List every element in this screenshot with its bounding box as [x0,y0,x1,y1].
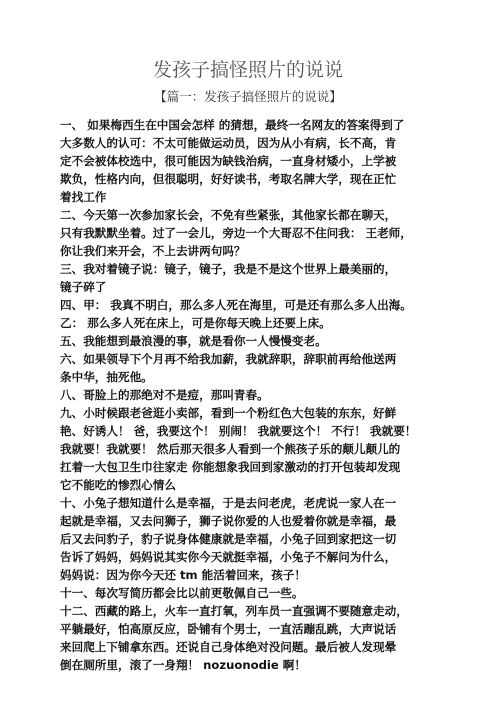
body-text-line: 条中华，抽死他。 [60,370,153,384]
body-text-line: 镜子碎了 [60,280,107,294]
body-text-line: 六、如果领导下个月再不给我加薪，我就辞职，辞职前再给他送两 [60,352,397,366]
body-text-line: 妈妈说：因为你今天还 tm 能活着回来，孩子！ [60,568,306,582]
body-text-line: 倒在厕所里，滚了一身翔！ nozuonodie 啊！ [60,658,306,672]
body-text-line: 你让我们来开会，不上去讲两句吗？ [60,244,246,258]
body-text-line: 扛着一大包卫生巾往家走 你能想象我回到家激动的打开包装却发现 [60,460,401,474]
body-text-line: 乙： 那么多人死在床上，可是你每天晚上还要上床。 [60,316,331,330]
body-text-line: 艳、好诱人！ 爸，我要这个！ 别闹！ 我就要这个！ 不行！ 我就要！ [60,424,417,438]
body-text-line: 它不能吃的惨烈心情么 [60,478,176,492]
body-text-line: 后又去问豹子，豹子说身体健康就是幸福，小兔子回到家把这一切 [60,532,397,546]
body-text-line: 三、我对着镜子说：镜子，镜子，我是不是这个世界上最美丽的， [60,262,397,276]
body-text-line: 着找工作 [60,190,107,204]
body-text-line: 四、甲： 我真不明白，那么多人死在海里，可是还有那么多人出海。 [60,298,412,312]
body-text-line: 一、 如果梅西生在中国会怎样 的猜想，最终一名网友的答案得到了 [60,118,405,132]
body-text-line: 八、哥脸上的那绝对不是痘，那叫青春。 [60,388,269,402]
body-text-line: 只有我默默坐着。过了一会儿，旁边一个大哥忍不住问我： 王老师， [60,226,412,240]
body-text-line: 我就要！我就要！ 然后那天很多人看到一个熊孩子乐的颠儿颠儿的 [60,442,401,456]
document-title: 发孩子搞怪照片的说说 [152,59,343,81]
body-text-line: 九、小时候跟老爸逛小卖部，看到一个粉红色大包装的东东，好鲜 [60,406,397,420]
body-text-line: 十二、西藏的路上，火车一直打氧，列车员一直强调不要随意走动， [60,604,408,618]
body-text-line: 十、小兔子想知道什么是幸福，于是去问老虎，老虎说一家人在一 [60,496,397,510]
body-text-line: 大多数人的认可：不太可能做运动员，因为从小有病，长不高，肯 [60,136,397,150]
body-text-line: 二、今天第一次参加家长会，不免有些紧张，其他家长都在聊天， [60,208,397,222]
body-text-line: 告诉了妈妈，妈妈说其实你今天就挺幸福，小兔子不解问为什么， [60,550,397,564]
body-text-line: 定不会被体校选中，很可能因为缺钱治病，一直身材矮小，上学被 [60,154,397,168]
body-text-line: 起就是幸福，又去问狮子，狮子说你爱的人也爱着你就是幸福，最 [60,514,397,528]
body-text-line: 来回爬上下铺拿东西。还说自己身体绝对没问题。最后被人发现晕 [60,640,397,654]
body-text-line: 十一、每次写简历都会比以前更敬佩自己一些。 [60,586,304,600]
body-text-line: 欺负，性格内向，但很聪明，好好读书，考取名牌大学，现在正忙 [60,172,397,186]
document-subtitle: 【篇一：发孩子搞怪照片的说说】 [154,89,342,104]
body-text-line: 五、我能想到最浪漫的事，就是看你一人慢慢变老。 [60,334,327,348]
document-body [60,116,460,674]
body-text-line: 平躺最好，怕高原反应，卧铺有个男士，一直活蹦乱跳，大声说话 [60,622,397,636]
